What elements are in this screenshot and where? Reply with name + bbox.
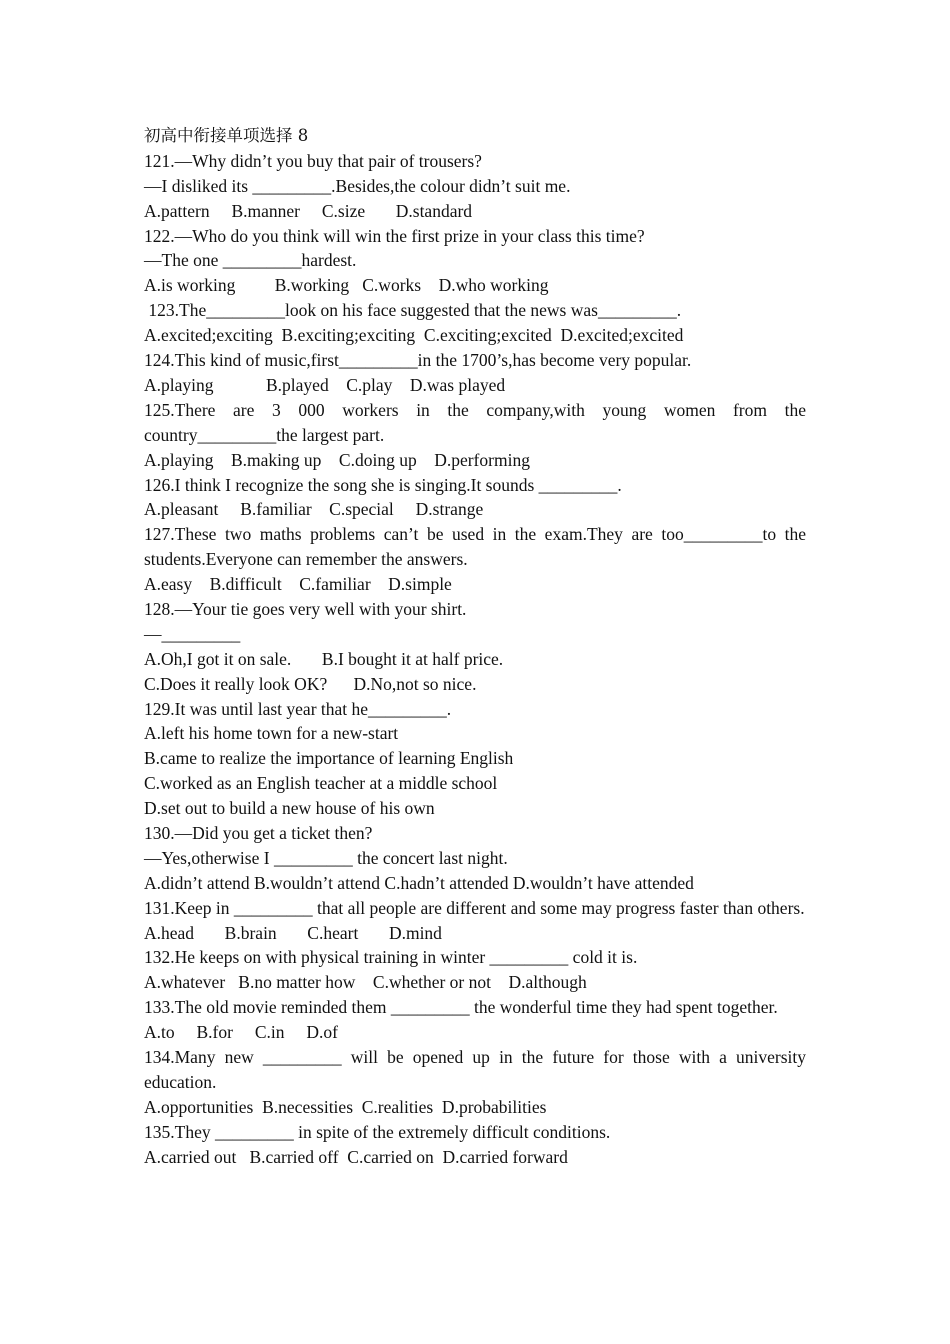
answer-options: A.pattern B.manner C.size D.standard xyxy=(144,200,473,221)
answer-options: A.opportunities B.necessities C.realities D.probabilities xyxy=(144,1096,547,1117)
answer-options: A.head B.brain C.heart D.mind xyxy=(144,922,442,943)
question-q124 xyxy=(144,348,806,398)
document-page xyxy=(144,124,806,1170)
question-stem: 126.I think I recognize the song she is singing.It sounds _________. xyxy=(144,474,622,495)
answer-options: A.is working B.working C.works D.who working xyxy=(144,275,549,296)
question-list xyxy=(144,149,806,1170)
question-stem: 129.It was until last year that he_________. xyxy=(144,698,452,719)
question-q122 xyxy=(144,224,806,299)
answer-options: A.to B.for C.in D.of xyxy=(144,1022,338,1043)
question-q126 xyxy=(144,473,806,523)
question-stem: 122.—Who do you think will win the first prize in your class this time? xyxy=(144,225,645,246)
question-q134 xyxy=(144,1045,806,1120)
answer-options: D.set out to build a new house of his own xyxy=(144,798,435,819)
answer-options: A.whatever B.no matter how C.whether or not D.although xyxy=(144,972,587,993)
answer-options: A.Oh,I got it on sale. B.I bought it at half price. xyxy=(144,648,504,669)
question-stem: 134.Many new _________ will be opened up in the future for those with a university education. xyxy=(144,1047,806,1092)
answer-options: C.worked as an English teacher at a middle school xyxy=(144,773,498,794)
question-q132 xyxy=(144,945,806,995)
question-stem: 128.—Your tie goes very well with your shirt. xyxy=(144,598,467,619)
question-stem: 135.They _________ in spite of the extremely difficult conditions. xyxy=(144,1121,611,1142)
question-q128 xyxy=(144,597,806,697)
answer-options: C.Does it really look OK? D.No,not so nice. xyxy=(144,673,477,694)
question-q131 xyxy=(144,896,806,946)
answer-options: A.left his home town for a new-start xyxy=(144,723,399,744)
answer-options: A.easy B.difficult C.familiar D.simple xyxy=(144,574,452,595)
answer-options: A.carried out B.carried off C.carried on D.carried forward xyxy=(144,1146,568,1167)
question-stem: 127.These two maths problems can’t be used in the exam.They are too_________to the students.Everyone can remember the answers. xyxy=(144,524,806,570)
answer-options: A.playing B.making up C.doing up D.performing xyxy=(144,449,530,470)
question-stem: 123.The_________look on his face suggested that the news was_________. xyxy=(144,300,682,321)
question-stem: 131.Keep in _________ that all people are different and some may progress faster than others. xyxy=(144,897,805,918)
question-stem: 125.There are 3 000 workers in the company,with young women from the country_________the largest part. xyxy=(144,399,806,445)
question-dialogue-line: —Yes,otherwise I _________ the concert last night. xyxy=(144,847,508,868)
answer-options: A.excited;exciting B.exciting;exciting C.exciting;excited D.excited;excited xyxy=(144,325,684,346)
question-q133 xyxy=(144,995,806,1045)
question-q121 xyxy=(144,149,806,224)
question-dialogue-line: —_________ xyxy=(144,623,241,644)
answer-options: A.pleasant B.familiar C.special D.strange xyxy=(144,499,484,520)
question-q123 xyxy=(144,298,806,348)
question-stem: 133.The old movie reminded them _________ the wonderful time they had spent together. xyxy=(144,997,778,1018)
question-stem: 130.—Did you get a ticket then? xyxy=(144,823,373,843)
question-dialogue-line: —The one _________hardest. xyxy=(144,250,357,271)
question-dialogue-line: —I disliked its _________.Besides,the colour didn’t suit me. xyxy=(144,175,571,196)
document-title: 初高中衔接单项选择 8 xyxy=(144,126,309,145)
question-stem: 132.He keeps on with physical training in winter _________ cold it is. xyxy=(144,947,638,968)
answer-options: A.didn’t attend B.wouldn’t attend C.hadn’t attended D.wouldn’t have attended xyxy=(144,872,694,893)
question-q135 xyxy=(144,1120,806,1170)
question-stem: 121.—Why didn’t you buy that pair of trousers? xyxy=(144,150,482,171)
answer-options: B.came to realize the importance of learning English xyxy=(144,748,514,769)
question-q129 xyxy=(144,697,806,821)
question-q125 xyxy=(144,398,806,473)
answer-options: A.playing B.played C.play D.was played xyxy=(144,374,506,395)
question-q127 xyxy=(144,522,806,597)
question-stem: 124.This kind of music,first_________in the 1700’s,has become very popular. xyxy=(144,350,692,371)
question-q130 xyxy=(144,821,806,896)
